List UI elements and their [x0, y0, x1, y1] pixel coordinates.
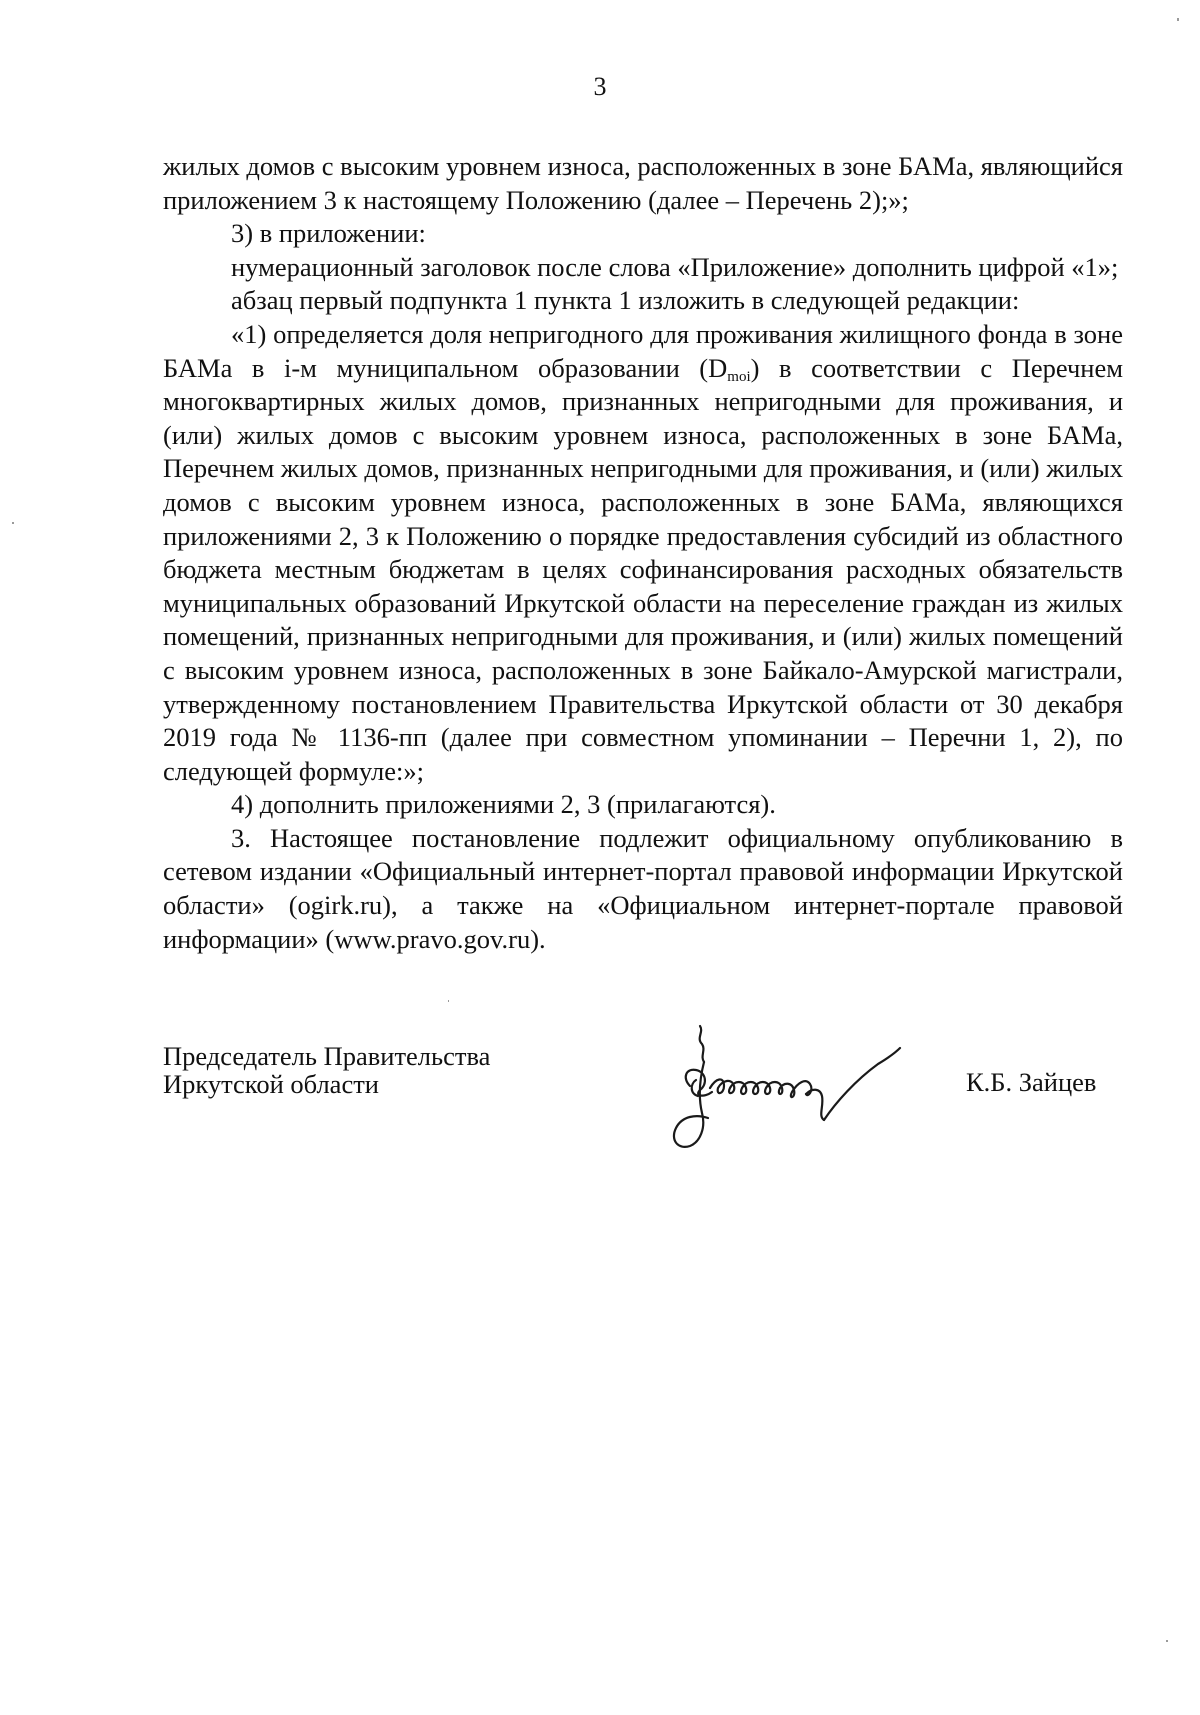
- signatory-name: К.Б. Зайцев: [966, 1067, 1097, 1097]
- signatory-title-line-1: Председатель Правительства: [163, 1041, 491, 1071]
- paragraph-6: 4) дополнить приложениями 2, 3 (прилагаются).: [231, 789, 776, 820]
- paragraph-1: жилых домов с высоким уровнем износа, расположенных в зоне БАМа, являющийся приложением 3 к настоящему Положению (далее – Перечень 2);»;: [163, 151, 1123, 215]
- subscript-moi: moi: [727, 368, 751, 385]
- paragraph-5: [163, 318, 1123, 788]
- page-number: 3: [593, 72, 607, 101]
- scan-speck: [1177, 18, 1179, 21]
- paragraph-5-part-1: «1) определяется доля непригодного для проживания жилищного фонда в зоне БАМа в i-м муниципальном образовании (D: [163, 318, 1123, 383]
- scan-speck: [448, 1000, 449, 1002]
- scan-speck: [1166, 1640, 1168, 1642]
- signatory-title-line-2: Иркутской области: [163, 1069, 379, 1099]
- paragraph-3: нумерационный заголовок после слова «Приложение» дополнить цифрой «1»;: [231, 251, 1119, 282]
- scan-speck: [12, 522, 14, 524]
- signatory-title: [163, 1042, 490, 1098]
- paragraph-5-part-2: ) в соответствии с Перечнем многоквартирных жилых домов, признанных непригодными для проживания, и (или) жилых домов с высоким уровнем износа, расположенных в зоне БАМа, Перечнем жилых домов, признанных непригодными для проживания, и (или) жилых домов с высоким уровнем износа, расположенных в зоне БАМа, являющихся приложениями 2, 3 к Положению о порядке предоставления субсидий из областного бюджета местным бюджетам в целях софинансирования расходных обязательств муниципальных образований Иркутской области на переселение граждан из жилых помещений, признанных непригодными для проживания, и (или) жилых помещений с высоким уровнем износа, расположенных в зоне Байкало-Амурской магистрали, утвержденному постановлением Правительства Иркутской области от 30 декабря 2019 года № 1136-пп (далее при совместном упоминании – Перечни 1, 2), по следующей формуле:»;: [163, 352, 1123, 786]
- paragraph-4: абзац первый подпункта 1 пункта 1 изложить в следующей редакции:: [231, 285, 1020, 316]
- handwritten-signature: [660, 1018, 940, 1168]
- paragraph-7: 3. Настоящее постановление подлежит официальному опубликованию в сетевом издании «Официальный интернет-портал правовой информации Иркутской области» (ogirk.ru), а также на «Официальном интернет-портале правовой информации» (www.pravo.gov.ru).: [163, 822, 1123, 954]
- paragraph-2: 3) в приложении:: [231, 218, 426, 249]
- document-body: [163, 150, 1123, 956]
